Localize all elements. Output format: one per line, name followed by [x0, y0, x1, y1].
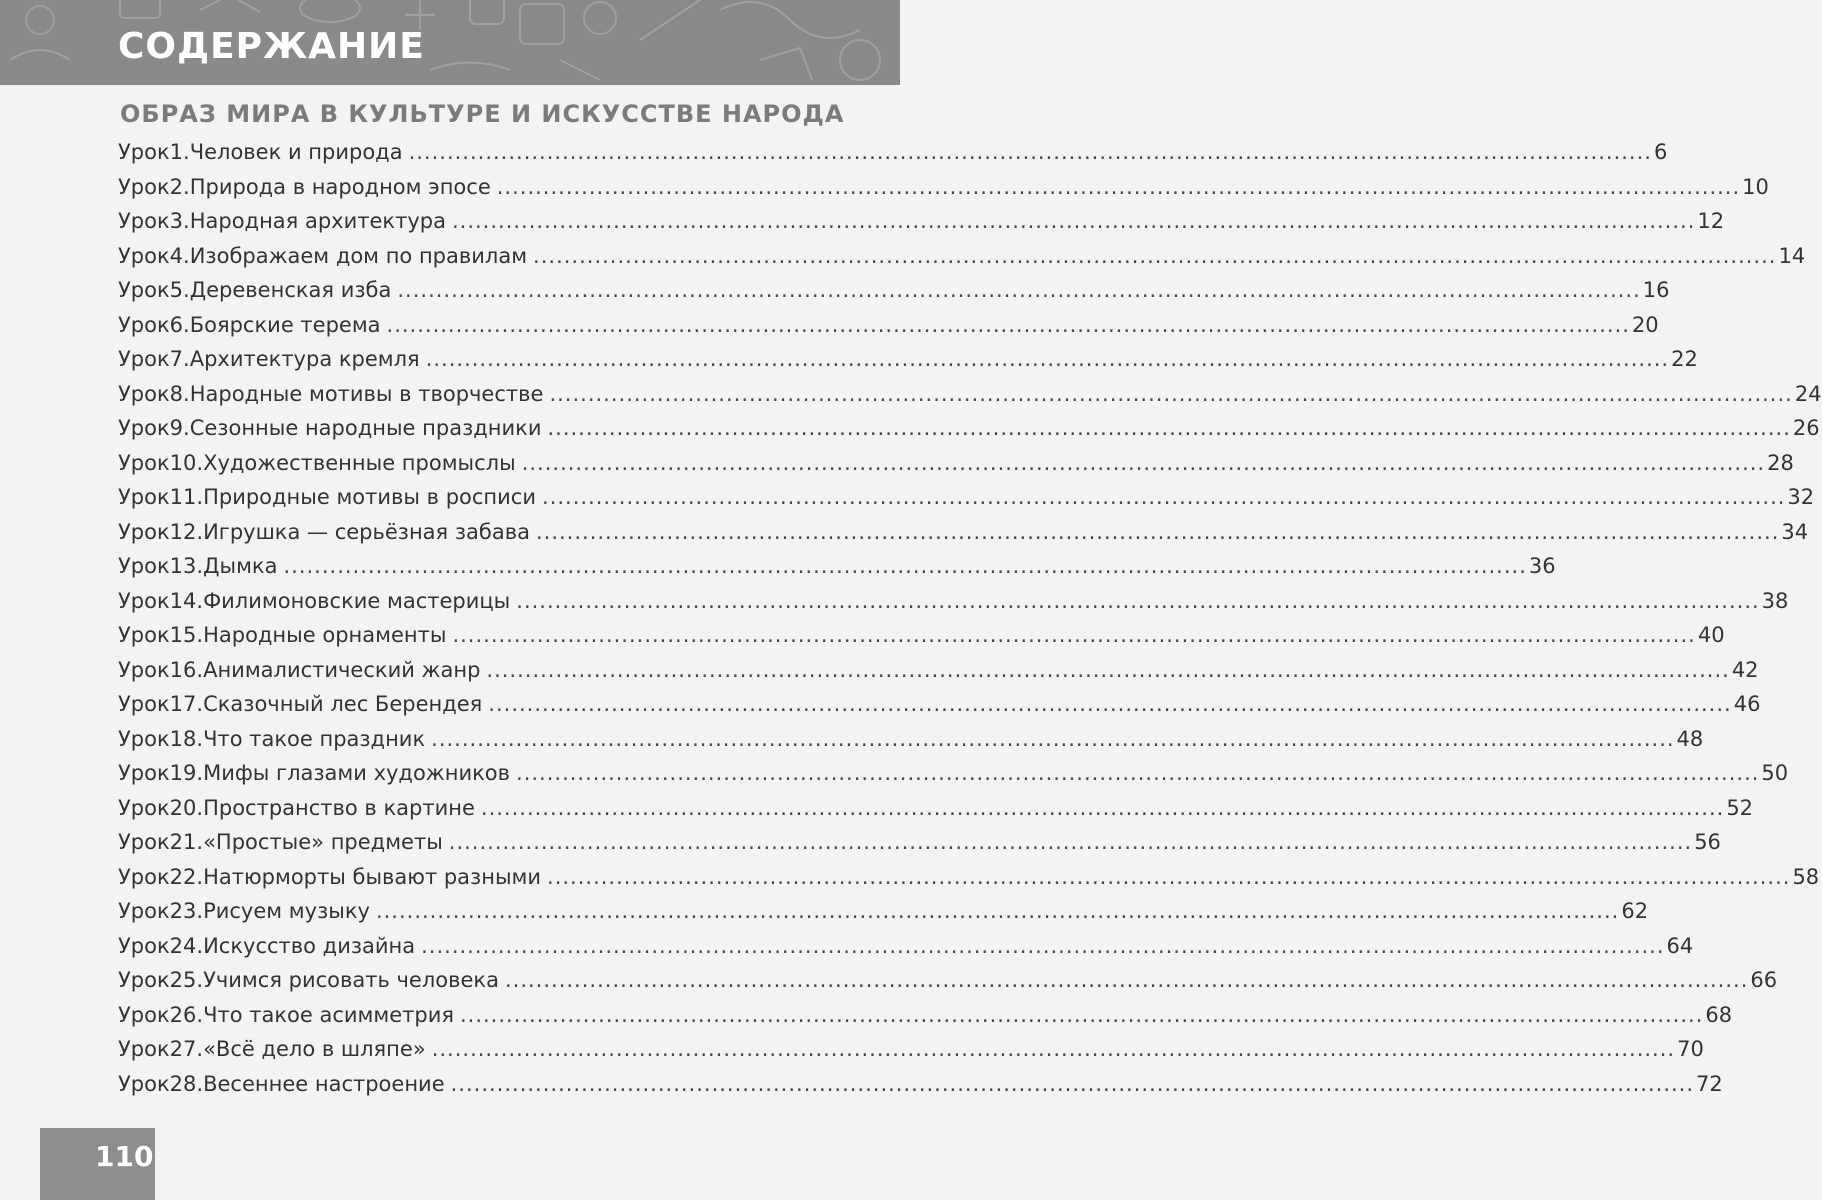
lesson-title: Рисуем музыку: [203, 899, 370, 923]
lesson-word: Урок: [118, 830, 170, 854]
dot-leader: ..................................................................................................................................................................: [533, 243, 1777, 268]
lesson-number: 15.: [169, 623, 204, 647]
lesson-number: 20.: [169, 795, 204, 820]
lesson-word: Урок: [118, 416, 170, 440]
toc-row: [118, 894, 1649, 929]
lesson-word: Урок: [118, 761, 170, 785]
toc-row: [118, 308, 1659, 343]
table-of-contents: [118, 135, 1822, 1101]
dot-leader: ..................................................................................................................................................................: [480, 795, 1725, 820]
lesson-page: 10: [1742, 174, 1769, 199]
lesson-title: Весеннее настроение: [203, 1071, 445, 1096]
lesson-word: Урок: [118, 450, 170, 475]
lesson-number: 8.: [169, 381, 190, 406]
dot-leader: ..................................................................................................................................................................: [408, 140, 1652, 164]
lesson-number: 9.: [169, 416, 190, 440]
lesson-number: 16.: [169, 657, 204, 682]
dot-leader: ..................................................................................................................................................................: [425, 347, 1670, 371]
lesson-title: Природные мотивы в росписи: [203, 485, 537, 509]
lesson-word: Урок: [118, 554, 170, 578]
lesson-page: 48: [1676, 726, 1704, 751]
lesson-word: Урок: [118, 140, 170, 164]
lesson-title: Филимоновские мастерицы: [203, 588, 511, 613]
page-title: СОДЕРЖАНИЕ: [118, 26, 425, 67]
lesson-number: 22.: [169, 864, 204, 889]
dot-leader: ..................................................................................................................................................................: [488, 692, 1732, 716]
dot-leader: ..................................................................................................................................................................: [448, 830, 1693, 854]
lesson-word: Урок: [118, 933, 170, 958]
lesson-word: Урок: [118, 795, 170, 820]
dot-leader: ..................................................................................................................................................................: [549, 381, 1793, 406]
dot-leader: ..................................................................................................................................................................: [521, 450, 1766, 475]
dot-leader: ..................................................................................................................................................................: [535, 519, 1780, 544]
lesson-title: Игрушка — серьёзная забава: [203, 519, 530, 544]
lesson-title: Архитектура кремля: [189, 347, 420, 371]
toc-row: [118, 273, 1670, 308]
dot-leader: ..................................................................................................................................................................: [450, 1071, 1695, 1096]
dot-leader: ..................................................................................................................................................................: [375, 899, 1620, 923]
lesson-title: Народные мотивы в творчестве: [189, 381, 544, 406]
lesson-number: 13.: [169, 554, 204, 578]
lesson-page: 42: [1731, 657, 1759, 682]
lesson-word: Урок: [118, 623, 170, 647]
lesson-page: 12: [1697, 209, 1725, 233]
toc-row: [118, 549, 1556, 584]
toc-row: [118, 584, 1789, 619]
lesson-page: 36: [1528, 554, 1556, 578]
lesson-page: 6: [1653, 140, 1668, 164]
lesson-page: 68: [1705, 1002, 1733, 1027]
lesson-word: Урок: [118, 968, 170, 992]
lesson-number: 24.: [169, 933, 204, 958]
lesson-number: 4.: [169, 243, 190, 268]
lesson-word: Урок: [118, 519, 170, 544]
dot-leader: ..................................................................................................................................................................: [504, 968, 1749, 992]
lesson-page: 72: [1696, 1071, 1723, 1096]
toc-row: [118, 653, 1759, 688]
lesson-title: Изображаем дом по правилам: [189, 243, 528, 268]
toc-row: [118, 411, 1820, 446]
lesson-page: 62: [1621, 899, 1649, 923]
lesson-title: Искусство дизайна: [203, 933, 416, 958]
header-band: [0, 0, 900, 85]
lesson-word: Урок: [118, 485, 170, 509]
lesson-word: Урок: [118, 657, 170, 682]
toc-row: [118, 1032, 1704, 1067]
toc-row: [118, 791, 1754, 826]
toc-row: [118, 756, 1789, 791]
toc-row: [118, 377, 1822, 412]
toc-row: [118, 618, 1725, 653]
lesson-title: Пространство в картине: [203, 795, 475, 820]
lesson-number: 3.: [169, 209, 190, 233]
lesson-word: Урок: [118, 312, 170, 337]
lesson-title: Народная архитектура: [189, 209, 446, 233]
lesson-number: 26.: [169, 1002, 204, 1027]
toc-row: [118, 170, 1769, 205]
dot-leader: ..................................................................................................................................................................: [547, 416, 1791, 440]
toc-row: [118, 515, 1809, 550]
dot-leader: ..................................................................................................................................................................: [283, 554, 1527, 578]
lesson-page: 50: [1761, 761, 1789, 785]
lesson-title: Учимся рисовать человека: [203, 968, 499, 992]
lesson-word: Урок: [118, 174, 170, 199]
toc-row: [118, 480, 1815, 515]
page-number: 110: [95, 1140, 154, 1173]
lesson-page: 26: [1792, 416, 1820, 440]
toc-row: [118, 239, 1806, 274]
lesson-page: 24: [1794, 381, 1822, 406]
dot-leader: ..................................................................................................................................................................: [397, 278, 1641, 302]
toc-row: [118, 1067, 1723, 1102]
lesson-number: 11.: [169, 485, 204, 509]
lesson-title: Мифы глазами художников: [203, 761, 511, 785]
lesson-page: 28: [1767, 450, 1794, 475]
dot-leader: ..................................................................................................................................................................: [486, 657, 1730, 682]
lesson-title: «Простые» предметы: [203, 830, 443, 854]
dot-leader: ..................................................................................................................................................................: [516, 588, 1760, 613]
lesson-title: Что такое асимметрия: [203, 1002, 454, 1027]
dot-leader: ..................................................................................................................................................................: [451, 209, 1696, 233]
section-title: ОБРАЗ МИРА В КУЛЬТУРЕ И ИСКУССТВЕ НАРОДА: [120, 100, 845, 128]
lesson-word: Урок: [118, 381, 170, 406]
lesson-word: Урок: [118, 1071, 170, 1096]
dot-leader: ..................................................................................................................................................................: [452, 623, 1696, 647]
lesson-word: Урок: [118, 209, 170, 233]
lesson-title: Художественные промыслы: [203, 450, 516, 475]
lesson-page: 14: [1778, 243, 1806, 268]
lesson-number: 27.: [169, 1037, 204, 1061]
dot-leader: ..................................................................................................................................................................: [542, 485, 1786, 509]
lesson-title: «Всё дело в шляпе»: [203, 1037, 426, 1061]
lesson-title: Деревенская изба: [189, 278, 392, 302]
lesson-number: 6.: [169, 312, 190, 337]
toc-row: [118, 998, 1733, 1033]
lesson-title: Дымка: [203, 554, 278, 578]
toc-row: [118, 135, 1668, 170]
lesson-number: 5.: [169, 278, 190, 302]
dot-leader: ..................................................................................................................................................................: [516, 761, 1760, 785]
lesson-word: Урок: [118, 1037, 170, 1061]
toc-row: [118, 963, 1778, 998]
lesson-page: 56: [1694, 830, 1721, 854]
dot-leader: ..................................................................................................................................................................: [421, 933, 1665, 958]
lesson-title: Сказочный лес Берендея: [203, 692, 483, 716]
lesson-page: 70: [1677, 1037, 1704, 1061]
lesson-number: 10.: [169, 450, 204, 475]
lesson-title: Боярские терема: [189, 312, 381, 337]
lesson-word: Урок: [118, 899, 170, 923]
lesson-word: Урок: [118, 588, 170, 613]
lesson-word: Урок: [118, 726, 170, 751]
lesson-page: 20: [1631, 312, 1659, 337]
dot-leader: ..................................................................................................................................................................: [386, 312, 1630, 337]
dot-leader: ..................................................................................................................................................................: [459, 1002, 1704, 1027]
toc-row: [118, 929, 1694, 964]
lesson-page: 66: [1750, 968, 1778, 992]
toc-row: [118, 342, 1698, 377]
lesson-page: 22: [1671, 347, 1698, 371]
lesson-page: 64: [1666, 933, 1694, 958]
dot-leader: ..................................................................................................................................................................: [496, 174, 1741, 199]
lesson-number: 21.: [169, 830, 204, 854]
lesson-number: 25.: [169, 968, 204, 992]
lesson-number: 19.: [169, 761, 204, 785]
toc-row: [118, 204, 1725, 239]
dot-leader: ..................................................................................................................................................................: [431, 1037, 1676, 1061]
lesson-page: 46: [1733, 692, 1761, 716]
toc-row: [118, 825, 1721, 860]
lesson-title: Человек и природа: [189, 140, 403, 164]
lesson-title: Натюрморты бывают разными: [203, 864, 542, 889]
lesson-number: 18.: [169, 726, 204, 751]
lesson-word: Урок: [118, 243, 170, 268]
lesson-page: 58: [1792, 864, 1820, 889]
lesson-page: 34: [1781, 519, 1809, 544]
lesson-page: 32: [1787, 485, 1815, 509]
lesson-number: 7.: [169, 347, 190, 371]
lesson-page: 40: [1697, 623, 1725, 647]
toc-row: [118, 687, 1761, 722]
toc-row: [118, 860, 1820, 895]
lesson-page: 16: [1642, 278, 1670, 302]
lesson-title: Народные орнаменты: [203, 623, 447, 647]
lesson-number: 1.: [169, 140, 190, 164]
lesson-word: Урок: [118, 278, 170, 302]
lesson-number: 28.: [169, 1071, 204, 1096]
dot-leader: ..................................................................................................................................................................: [547, 864, 1791, 889]
lesson-word: Урок: [118, 692, 170, 716]
lesson-number: 17.: [169, 692, 204, 716]
toc-row: [118, 722, 1704, 757]
toc-row: [118, 446, 1794, 481]
lesson-title: Что такое праздник: [203, 726, 426, 751]
lesson-page: 38: [1761, 588, 1789, 613]
lesson-number: 14.: [169, 588, 204, 613]
lesson-word: Урок: [118, 347, 170, 371]
lesson-word: Урок: [118, 864, 170, 889]
lesson-title: Природа в народном эпосе: [189, 174, 491, 199]
lesson-number: 12.: [169, 519, 204, 544]
lesson-number: 23.: [169, 899, 204, 923]
dot-leader: ..................................................................................................................................................................: [431, 726, 1675, 751]
lesson-word: Урок: [118, 1002, 170, 1027]
lesson-title: Сезонные народные праздники: [189, 416, 542, 440]
lesson-number: 2.: [169, 174, 190, 199]
lesson-page: 52: [1726, 795, 1754, 820]
lesson-title: Анималистический жанр: [203, 657, 481, 682]
